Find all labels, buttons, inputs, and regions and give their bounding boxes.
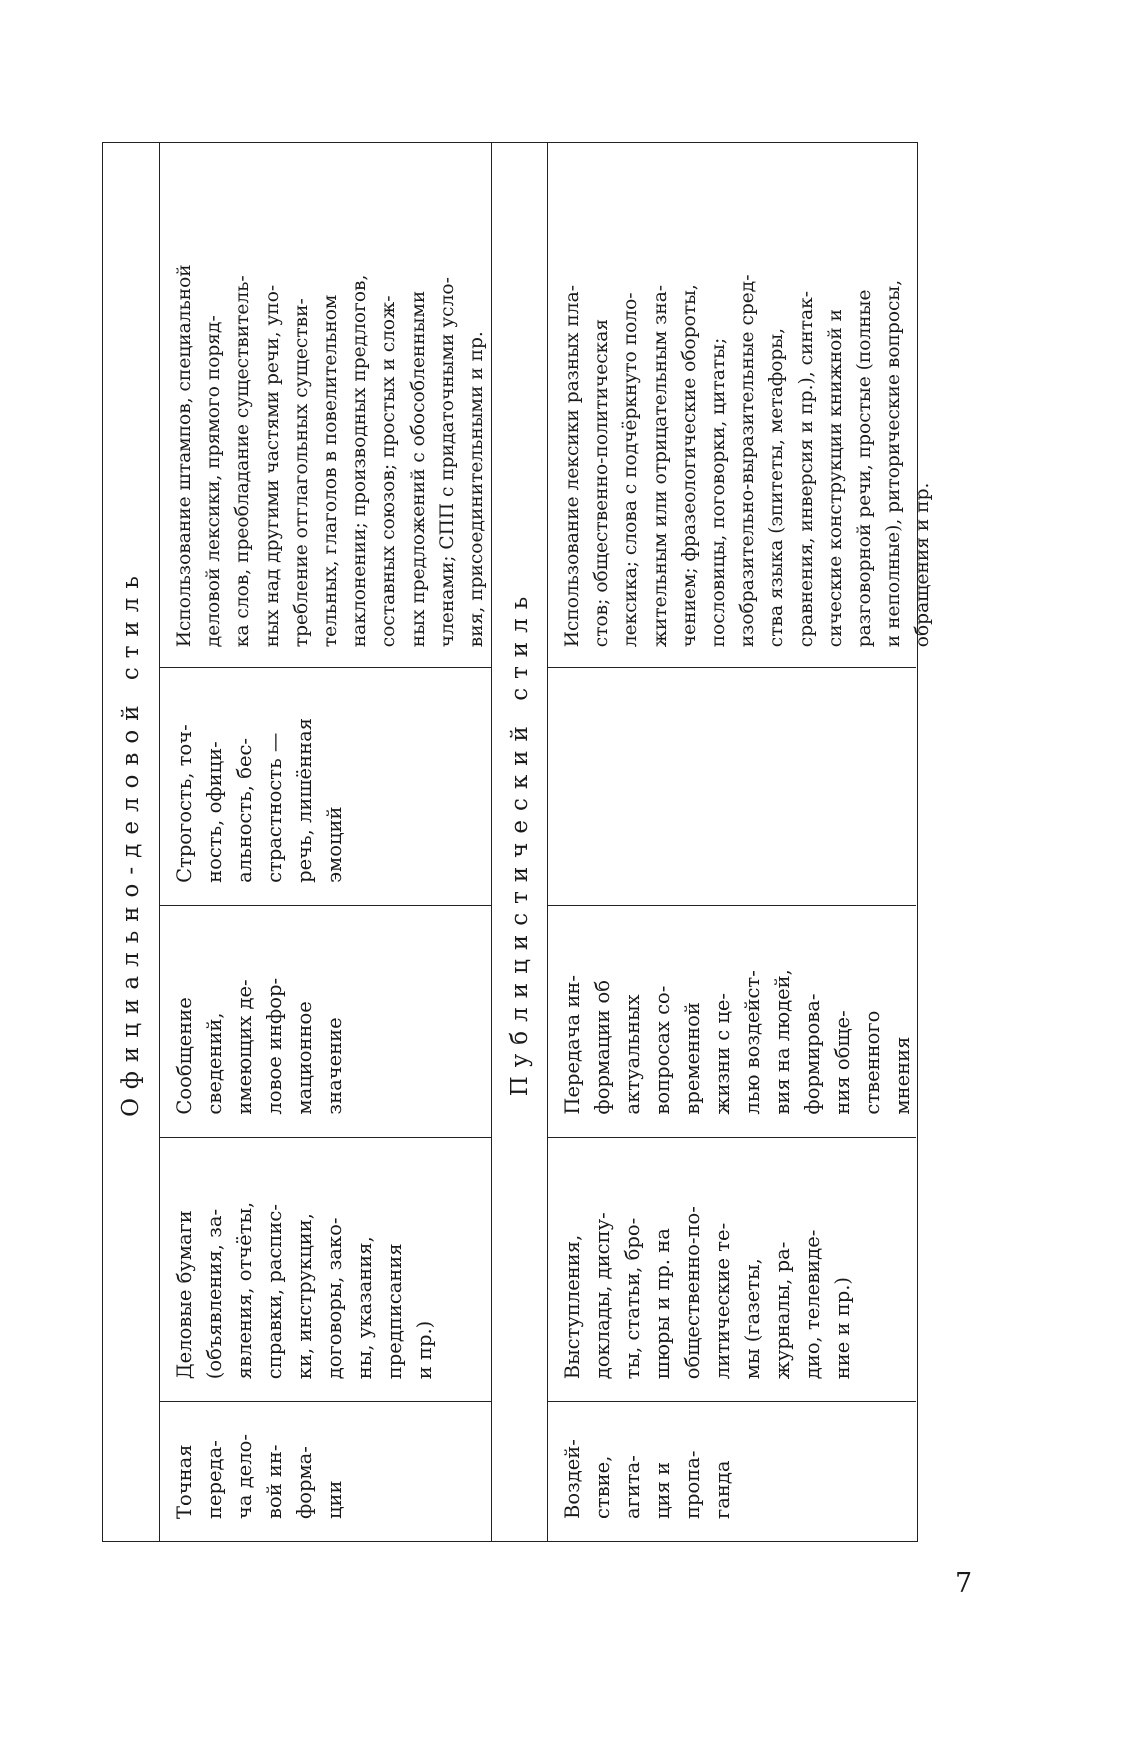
cell-features: Строгость, точ- ность, офици- альность, бес- страстность — речь, лишённая эмоций: [160, 667, 491, 905]
section-official: [102, 142, 492, 1542]
page-number: 7: [955, 1568, 973, 1599]
rotated-table: [102, 142, 982, 1542]
cell-language-means: Использование лексики разных пла- стов; общественно-политическая лексика; слова с подчёркнуто поло- жительным или отрицательным зна- чением; фразеологические обороты, пословицы, поговорки, цитаты; изобразительно-выразительные сред- ства языка (эпитеты, метафоры, сравнения, инверсия и пр.), синтак- сические конструкции книжной и разговорной речи, простые (полные и неполные), риторические вопросы, обращения и пр.: [562, 274, 934, 648]
cell-function: Передача ин- формации об актуальных вопросах со- временной жизни с це- лью воздейст- вия на людей, формирова- ния обще- ственного мнения: [548, 905, 916, 1137]
cell-genres: Выступления, доклады, диспу- ты, статьи, бро- шюры и пр. на общественно-по- литические те- мы (газеты, журналы, ра- дио, телевиде- ние и пр.): [548, 1137, 916, 1402]
cell-language-means: Использование штампов, специальной деловой лексики, прямого поряд- ка слов, преобладание существитель- ных над другими частями речи, упо- требление отглагольных существи- тельных, глаголов в повелительном наклонении; производных предлогов, составных союзов; простых и слож- ных предложений с обособленными членами; СПП с придаточными усло- вия, присоединительными и пр.: [174, 264, 488, 648]
cell-genres: Деловые бумаги (объявления, за- явления, отчёты, справки, распис- ки, инструкции, договоры, зако- ны, указания, предписания и пр.): [160, 1137, 491, 1402]
cell-features: [548, 667, 916, 905]
cell-purpose: Точная переда- ча дело- вой ин- форма- ции: [160, 1401, 491, 1541]
table-row: [160, 143, 491, 1541]
section-publicistic: [492, 142, 934, 1542]
cell-function: Сообщение сведений, имеющих де- ловое инфор- мационное значение: [160, 905, 491, 1137]
table-row: [548, 143, 934, 1541]
cell-purpose: Воздей- ствие, агита- ция и пропа- ганда: [548, 1401, 916, 1541]
section-header-official: Официально-деловой стиль: [103, 143, 160, 1541]
section-header-publicistic: Публицистический стиль: [492, 143, 548, 1541]
